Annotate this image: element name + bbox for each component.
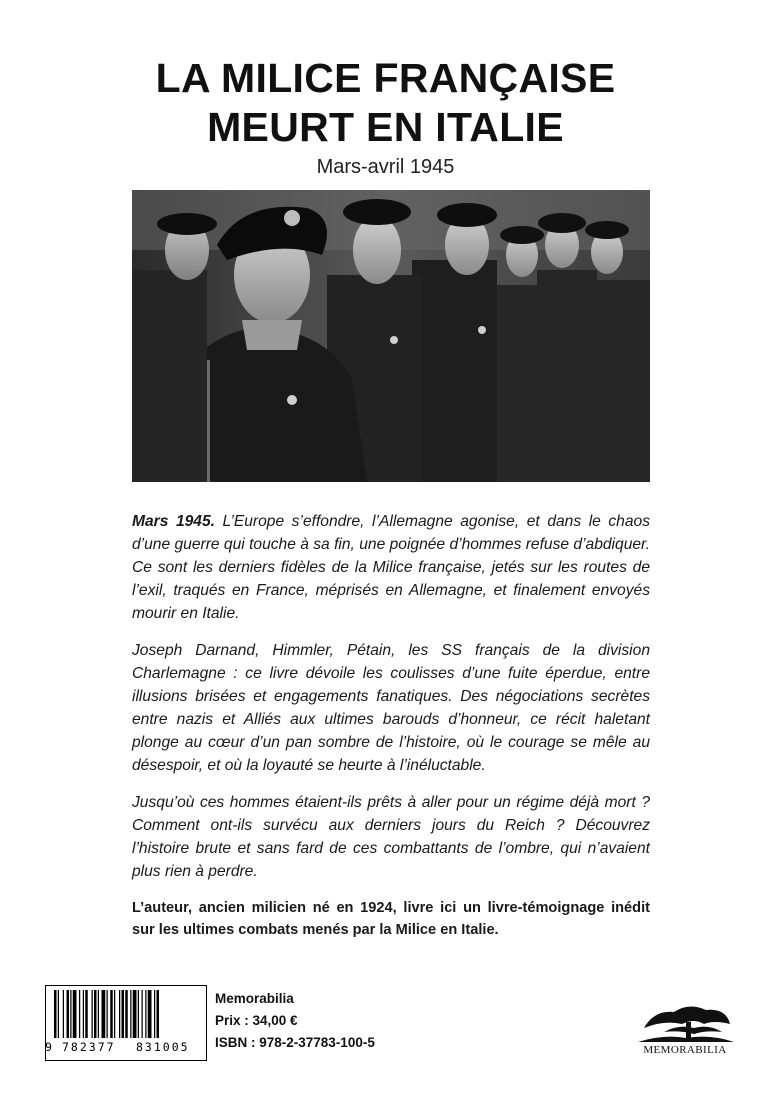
barcode-bar	[110, 990, 113, 1038]
barcode-bar	[58, 990, 59, 1038]
paragraph-1	[132, 510, 650, 625]
barcode-bar	[138, 990, 139, 1038]
barcode-bar	[142, 990, 143, 1038]
isbn: ISBN : 978-2-37783-100-5	[215, 1035, 375, 1050]
barcode-bar	[85, 990, 88, 1038]
barcode-bar	[107, 990, 108, 1038]
back-cover-text	[132, 510, 650, 955]
barcode-bar	[63, 990, 64, 1038]
barcode-bar	[94, 990, 97, 1038]
barcode-digits-left: 782377	[62, 1040, 116, 1054]
barcode-bar	[73, 990, 77, 1038]
barcode-bar	[154, 990, 155, 1038]
paragraph-3: Jusqu’où ces hommes étaient-ils prêts à aller pour un régime déjà mort ? Comment ont-ils survécu aux derniers jours du Reich ? Découvrez l’histoire brute et sans fard de ces combattants de l’ombre, qui n’avaient plus rien à perdre.	[132, 794, 650, 880]
barcode-bar	[114, 990, 115, 1038]
barcode-bar	[122, 990, 125, 1038]
barcode-bar	[102, 990, 106, 1038]
barcode	[45, 985, 207, 1061]
author-note: L’auteur, ancien milicien né en 1924, livre ici un livre-témoignage inédit sur les ultimes combats menés par la Milice en Italie.	[132, 900, 650, 938]
barcode-digits-right: 831005	[136, 1040, 190, 1054]
barcode-bar	[79, 990, 80, 1038]
paragraph-1-text: L’Europe s’effondre, l’Allemagne agonise, et dans le chaos d’une guerre qui touche à sa fin, une poignée d’hommes refuse d’abdiquer. Ce sont les derniers fidèles de la Milice française, jetés sur les routes de l’exil, traqués en France, méprisés en Allemagne, et finalement envoyés mourir en Italie.	[132, 513, 651, 622]
barcode-bar	[145, 990, 146, 1038]
barcode-digit-first: 9	[45, 1040, 52, 1054]
barcode-bar	[92, 990, 93, 1038]
paragraph-2: Joseph Darnand, Himmler, Pétain, les SS français de la division Charlemagne : ce livre dévoile les coulisses d’une fuite éperdue, entre illusions brisées et engagements fanatiques. Des négociations secrètes entre nazis et Alliés aux ultimes barouds d’honneur, ce récit haletant plonge au cœur d’un pan sombre de l’histoire, où le courage se mêle au désespoir, et où la loyauté se heurte à l’inéluctable.	[132, 642, 650, 774]
barcode-bar	[130, 990, 131, 1038]
publisher-logo-text: MEMORABILIA	[643, 1044, 727, 1056]
subtitle: Mars-avril 1945	[316, 156, 455, 178]
barcode-bar	[125, 990, 128, 1038]
barcode-bar	[67, 990, 70, 1038]
barcode-bar	[157, 990, 160, 1038]
title-line-2: MEURT EN ITALIE	[207, 104, 564, 150]
barcode-bar	[119, 990, 120, 1038]
barcode-bars	[54, 990, 198, 1042]
barcode-bar	[70, 990, 71, 1038]
barcode-bar	[98, 990, 99, 1038]
publisher-name: Memorabilia	[215, 991, 294, 1006]
price: Prix : 34,00 €	[215, 1013, 298, 1028]
title-line-1: LA MILICE FRANÇAISE	[155, 55, 616, 101]
barcode-bar	[133, 990, 137, 1038]
barcode-bar	[83, 990, 84, 1038]
publication-info	[215, 988, 375, 1054]
barcode-bar	[54, 990, 57, 1038]
cover-photo	[132, 190, 650, 482]
paragraph-1-lead: Mars 1945.	[132, 513, 215, 530]
barcode-bar	[148, 990, 152, 1038]
book-title	[0, 54, 771, 152]
